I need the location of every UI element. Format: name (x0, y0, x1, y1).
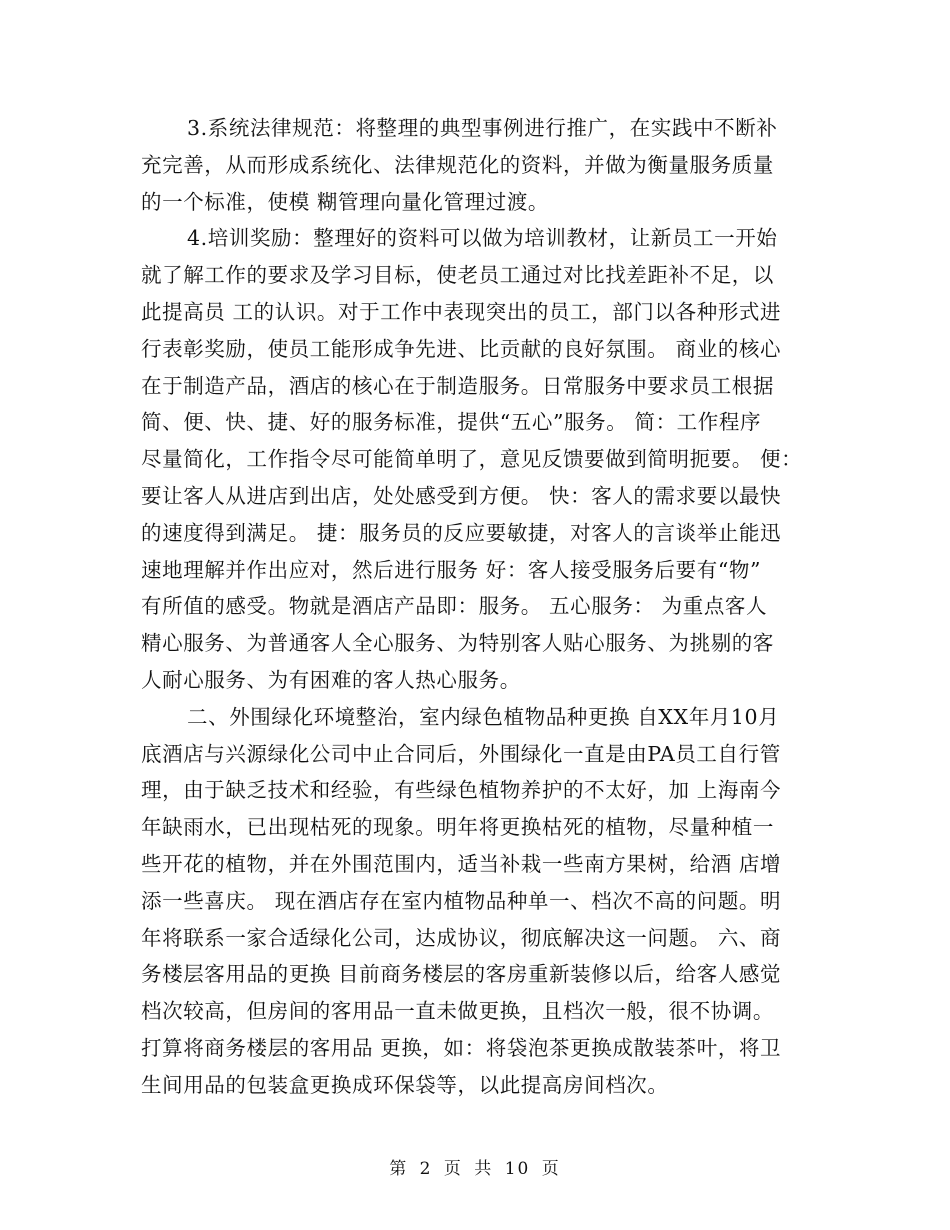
page-footer (0, 1154, 950, 1179)
text-line-7: 行表彰奖励，使员工能形成争先进、比贡献的良好氛围。 商业的核心 (141, 336, 782, 361)
text-line-6: 此提高员 工的认识。对于工作中表现突出的员工，部门以各种形式进 (141, 299, 782, 324)
text-line-16: 人耐心服务、为有困难的客人热心服务。 (141, 667, 521, 692)
text-line-18: 底酒店与兴源绿化公司中止合同后，外围绿化一直是由PA员工自行管 (141, 741, 781, 766)
text-line-8: 在于制造产品，酒店的核心在于制造服务。日常服务中要求员工根据 (141, 373, 774, 398)
document-body (141, 110, 813, 1104)
text-line-13: 速地理解并作出应对，然后进行服务 好：客人接受服务后要有“物” (141, 557, 762, 582)
text-line-15: 精心服务、为普通客人全心服务、为特别客人贴心服务、为挑剔的客 (141, 631, 774, 656)
text-line-10: 尽量简化，工作指令尽可能简单明了，意见反馈要做到简明扼要。 便： (141, 447, 803, 472)
text-line-2: 充完善，从而形成系统化、法律规范化的资料，并做为衡量服务质量 (141, 152, 774, 177)
text-line-3: 的一个标准，使模 糊管理向量化管理过渡。 (141, 189, 550, 214)
text-line-19: 理，由于缺乏技术和经验，有些绿色植物养护的不太好，加 上海南今 (141, 778, 782, 803)
text-line-5: 就了解工作的要求及学习目标，使老员工通过对比找差距补不足，以 (141, 263, 774, 288)
text-line-9: 简、便、快、捷、好的服务标准，提供“五心”服务。 简：工作程序 (141, 410, 762, 435)
text-line-14: 有所值的感受。物就是酒店产品即：服务。 五心服务： 为重点客人 (141, 594, 768, 619)
text-line-26: 打算将商务楼层的客用品 更换，如：将袋泡茶更换成散装茶叶，将卫 (141, 1035, 782, 1060)
text-line-27: 生间用品的包装盒更换成环保袋等，以此提高房间档次。 (141, 1072, 669, 1097)
text-line-24: 务楼层客用品的更换 目前商务楼层的客房重新装修以后，给客人感觉 (141, 962, 782, 987)
text-line-22: 添一些喜庆。 现在酒店存在室内植物品种单一、档次不高的问题。明 (141, 888, 782, 913)
text-line-17: 二、外围绿化环境整治，室内绿色植物品种更换 自XX年月10月 (187, 704, 780, 729)
text-line-11: 要让客人从进店到出店，处处感受到方便。 快：客人的需求要以最快 (141, 483, 782, 508)
page-number-label: 第 2 页 共 10 页 (389, 1159, 561, 1179)
text-line-25: 档次较高，但房间的客用品一直未做更换，且档次一般，很不协调。 (141, 999, 774, 1024)
text-line-21: 些开花的植物，并在外围范围内，适当补栽一些南方果树，给酒 店增 (141, 851, 782, 876)
text-line-20: 年缺雨水，已出现枯死的现象。明年将更换枯死的植物，尽量种植一 (141, 815, 774, 840)
text-line-4: 4.培训奖励：整理好的资料可以做为培训教材，让新员工一开始 (187, 226, 778, 251)
text-line-12: 的速度得到满足。 捷：服务员的反应要敏捷，对客人的言谈举止能迅 (141, 520, 782, 545)
text-line-23: 年将联系一家合适绿化公司，达成协议，彻底解决这一问题。 六、商 (141, 925, 782, 950)
text-line-1: 3.系统法律规范：将整理的典型事例进行推广，在实践中不断补 (187, 116, 778, 140)
